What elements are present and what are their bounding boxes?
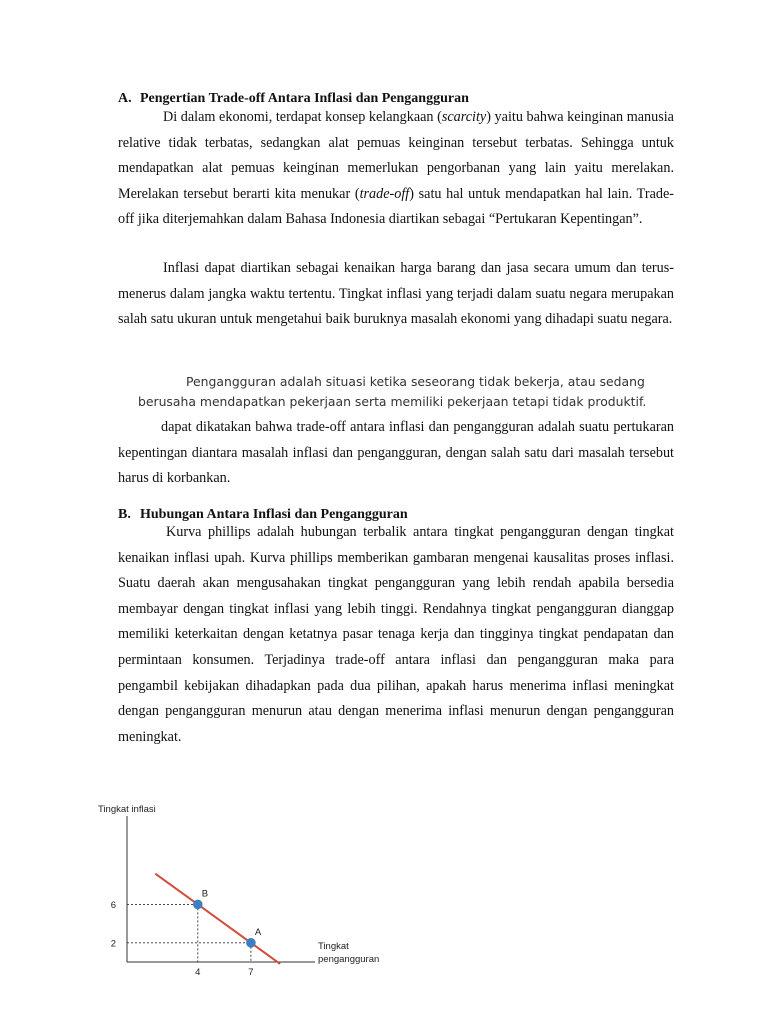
x-tick-label-4: 4 [195, 967, 201, 978]
section-b-number: B. [118, 507, 131, 522]
phillips-curve-line [155, 874, 280, 964]
unemployment-definition: Pengangguran adalah situasi ketika seseorang tidak bekerja, atau sedang berusaha mendapatkan pekerjaan serta memiliki pekerjaan tetapi tidak produktif. [138, 374, 647, 409]
point-label-b: B [201, 888, 209, 900]
x-axis-label-line1: Tingkat [318, 941, 349, 952]
section-a-number: A. [118, 91, 132, 106]
y-tick-label-2: 2 [110, 938, 116, 950]
point-b [193, 900, 203, 910]
y-axis-label: Tingkat inflasi [98, 804, 156, 815]
section-a-paragraph-3: dapat dikatakan bahwa trade-off antara inflasi dan pengangguran adalah suatu pertukaran kepentingan diantara masalah inflasi dan pengangguran, dengan salah satu dari masalah tersebut harus di korbankan. [118, 419, 674, 487]
point-label-a: A [254, 926, 262, 938]
phillips-curve-svg [90, 796, 410, 986]
section-a-paragraph-2: Inflasi dapat diartikan sebagai kenaikan harga barang dan jasa secara umum dan terus-menerus dalam jangka waktu tertentu. Tingkat inflasi yang terjadi dalam suatu negara merupakan salah satu ukuran untuk mengetahui baik buruknya masalah ekonomi yang dihadapi suatu negara. [118, 260, 674, 328]
y-tick-label-6: 6 [110, 899, 116, 911]
x-axis-label-line2: pengangguran [318, 954, 380, 965]
section-b-paragraph-1: Kurva phillips adalah hubungan terbalik antara tingkat pengangguran dengan tingkat kenaikan inflasi upah. Kurva phillips memberikan gambaran mengenai kausalitas proses inflasi. Suatu daerah akan mengusahakan tingkat pengangguran yang lebih rendah apabila bersedia membayar dengan tingkat inflasi yang lebih tinggi. Rendahnya tingkat pengangguran dianggap memiliki keterkaitan dengan ketatnya pasar tenaga kerja dan tingginya tingkat pendapatan dan permintaan konsumen. Terjadinya trade-off antara inflasi dan pengangguran maka para pengambil kebijakan dihadapkan pada dua pilihan, apakah harus menerima inflasi meningkat dengan pengangguran menurun atau dengan menerima inflasi menurun dengan pengangguran meningkat. [118, 524, 674, 745]
section-b-title: Hubungan Antara Inflasi dan Pengangguran [140, 507, 408, 522]
point-a [246, 938, 256, 948]
section-a-title: Pengertian Trade-off Antara Inflasi dan Pengangguran [140, 91, 469, 106]
phillips-curve-chart [90, 796, 410, 986]
x-tick-label-7: 7 [248, 967, 254, 978]
section-a-paragraph-1: Di dalam ekonomi, terdapat konsep kelangkaan (scarcity) yaitu bahwa keinginan manusia relative tidak terbatas, sedangkan alat pemuas keinginan tersebut terbatas. Sehingga untuk mendapatkan alat pemuas keinginan memerlukan pengorbanan yang lain yaitu merelakan. Merelakan tersebut berarti kita menukar (trade-off) satu hal untuk mendapatkan hal lain. Trade-off jika diterjemahkan dalam Bahasa Indonesia diartikan sebagai “Pertukaran Kepentingan”. [118, 109, 674, 228]
